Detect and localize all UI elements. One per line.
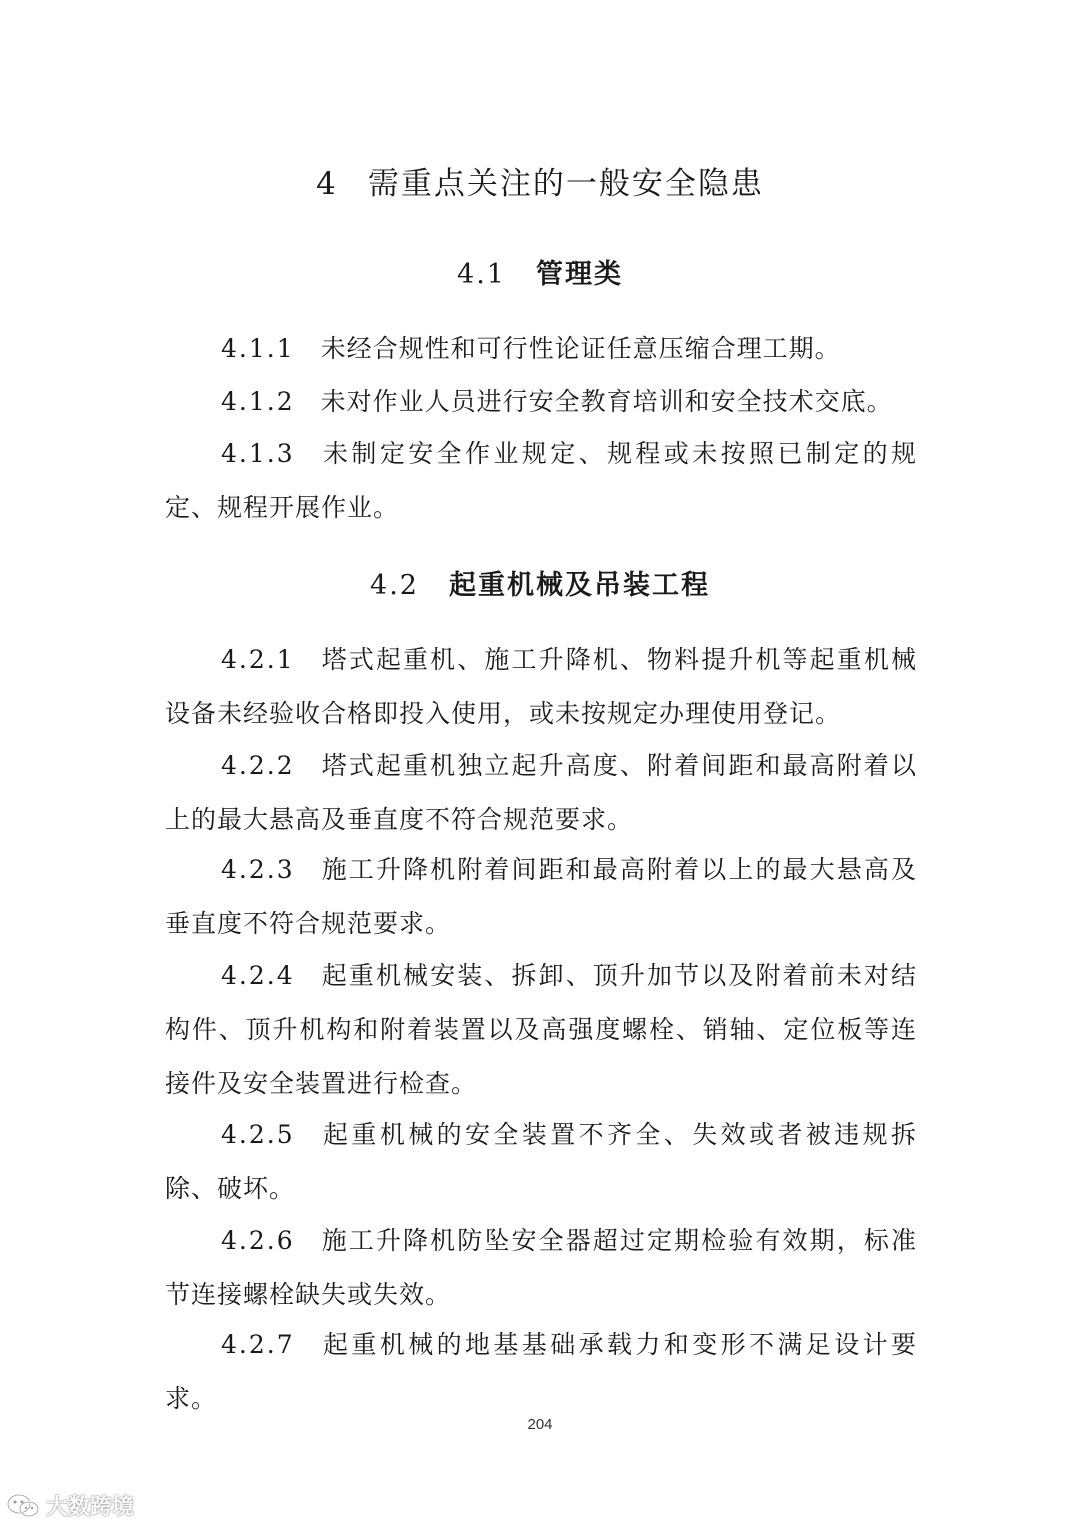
clause-text: 未制定安全作业规定、规程或未按照已制定的规定、规程开展作业。: [165, 439, 917, 522]
clause-text: 起重机械的地基基础承载力和变形不满足设计要求。: [165, 1330, 917, 1413]
clause-4-1-2: [165, 375, 917, 429]
chapter-title: [0, 158, 1080, 203]
clause-text: 未经合规性和可行性论证任意压缩合理工期。: [320, 334, 841, 363]
clause-number: 4.2.6: [221, 1226, 295, 1255]
section-title-4-1: [0, 252, 1080, 291]
clause-4-2-4: [165, 949, 917, 1111]
clause-number: 4.2.3: [221, 855, 295, 884]
clause-text: 起重机械的安全装置不齐全、失效或者被违规拆除、破坏。: [165, 1120, 917, 1203]
clause-4-2-7: [165, 1318, 917, 1426]
clause-text: 塔式起重机独立起升高度、附着间距和最高附着以上的最大悬高及垂直度不符合规范要求。: [165, 751, 917, 834]
watermark: [6, 1490, 134, 1521]
section-title-4-2: [0, 563, 1080, 602]
clause-number: 4.1.3: [221, 439, 295, 468]
clause-4-2-6: [165, 1214, 917, 1322]
watermark-text: 大数跨境: [46, 1495, 135, 1520]
clause-text: 起重机械安装、拆卸、顶升加节以及附着前未对结构件、顶升机构和附着装置以及高强度螺栓、销轴、定位板等连接件及安全装置进行检查。: [165, 961, 917, 1098]
section-number: 4.2: [370, 570, 419, 601]
clause-number: 4.2.7: [221, 1330, 295, 1359]
page-number: 204: [527, 1416, 553, 1433]
clause-text: 施工升降机防坠安全器超过定期检验有效期，标准节连接螺栓缺失或失效。: [165, 1226, 917, 1309]
clause-4-2-3: [165, 843, 917, 951]
clause-4-2-5: [165, 1108, 917, 1216]
section-number: 4.1: [457, 259, 506, 290]
clause-number: 4.2.2: [221, 751, 295, 780]
clause-4-2-2: [165, 739, 917, 847]
wechat-logo-icon: [6, 1493, 40, 1519]
section-title-text: 管理类: [535, 259, 623, 290]
section-title-text: 起重机械及吊装工程: [448, 570, 710, 601]
clause-4-1-1: [165, 322, 917, 376]
clause-number: 4.2.5: [221, 1120, 295, 1149]
chapter-title-text: 需重点关注的一般安全隐患: [367, 166, 764, 202]
clause-number: 4.2.4: [221, 961, 295, 990]
clause-number: 4.2.1: [221, 645, 295, 674]
clause-4-1-3: [165, 427, 917, 535]
clause-4-2-1: [165, 633, 917, 741]
clause-number: 4.1.1: [221, 334, 295, 363]
clause-text: 塔式起重机、施工升降机、物料提升机等起重机械设备未经验收合格即投入使用，或未按规定办理使用登记。: [165, 645, 917, 728]
clause-number: 4.1.2: [221, 387, 295, 416]
chapter-number: 4: [316, 166, 338, 202]
clause-text: 施工升降机附着间距和最高附着以上的最大悬高及垂直度不符合规范要求。: [165, 855, 917, 938]
clause-text: 未对作业人员进行安全教育培训和安全技术交底。: [320, 387, 893, 416]
